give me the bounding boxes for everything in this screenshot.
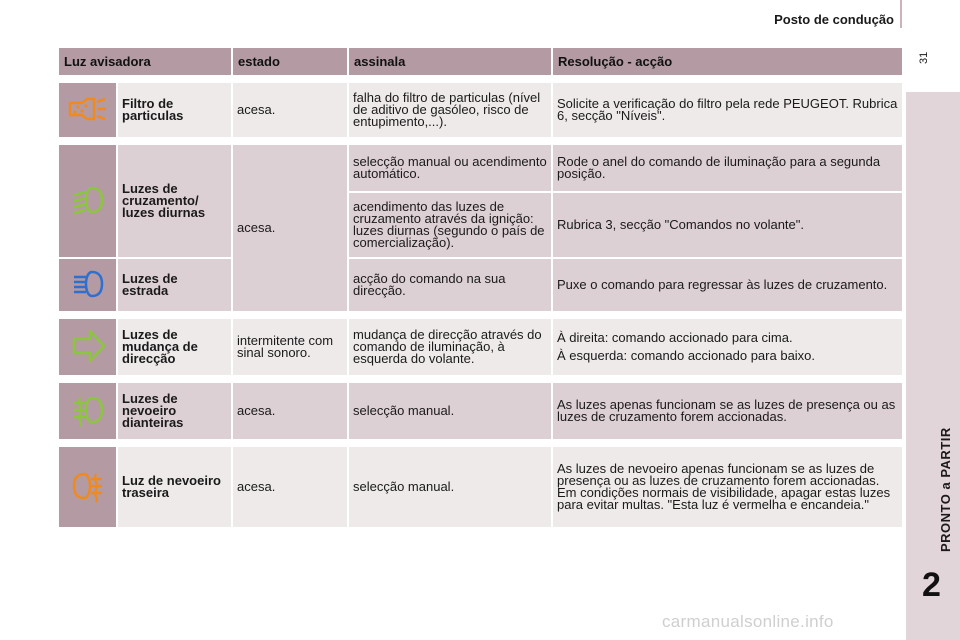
header-divider	[900, 0, 902, 28]
signals-cell: selecção manual.	[348, 446, 552, 528]
warning-lights-table	[57, 46, 904, 529]
table-row	[58, 382, 903, 440]
particle-filter-warning-icon	[66, 87, 110, 131]
state-cell: acesa.	[232, 446, 348, 528]
table-row	[58, 318, 903, 376]
page-header-title: Posto de condução	[774, 12, 894, 27]
resolution-cell: Rode o anel do comando de iluminação para a segunda posição.	[552, 144, 903, 192]
chapter-tab-label: PRONTO a PARTIR	[938, 427, 953, 552]
resolution-cell: Puxe o comando para regressar às luzes de cruzamento.	[552, 258, 903, 312]
warning-light-name: Luzes de estrada	[117, 258, 232, 312]
table-row	[58, 258, 903, 312]
chapter-number: 2	[922, 566, 941, 604]
table-row	[58, 144, 903, 192]
column-header-state: estado	[232, 47, 348, 76]
rear-fog-lamp-icon	[66, 464, 110, 508]
icon-cell	[58, 318, 117, 376]
icon-cell	[58, 382, 117, 440]
icon-cell	[58, 144, 117, 258]
front-fog-lamp-icon	[66, 388, 110, 432]
icon-cell	[58, 258, 117, 312]
icon-cell	[58, 82, 117, 138]
column-header-resolution: Resolução - acção	[552, 47, 903, 76]
chapter-side-tab	[906, 92, 960, 640]
signals-cell: falha do filtro de particulas (nível de aditivo de gasóleo, risco de entupimento,...).	[348, 82, 552, 138]
direction-indicator-icon	[66, 324, 110, 368]
resolution-line: À esquerda: comando accionado para baixo.	[557, 348, 816, 363]
dipped-beam-icon	[66, 178, 110, 222]
warning-light-name: Luzes de mudança de direcção	[117, 318, 232, 376]
resolution-cell: As luzes de nevoeiro apenas funcionam se as luzes de presença ou as luzes de cruzamento forem accionadas. Em condições normais de visibilidade, apagar estas luzes para evitar multas. "Esta luz é vermelha e encandeia."	[552, 446, 903, 528]
resolution-cell	[552, 318, 903, 376]
resolution-cell: Rubrica 3, secção "Comandos no volante".	[552, 192, 903, 258]
state-cell: acesa.	[232, 82, 348, 138]
watermark-text: carmanualsonline.info	[662, 612, 834, 631]
signals-cell: selecção manual.	[348, 382, 552, 440]
state-cell: acesa.	[232, 382, 348, 440]
column-header-signals: assinala	[348, 47, 552, 76]
table-row	[58, 82, 903, 138]
warning-light-name: Filtro de particulas	[117, 82, 232, 138]
signals-cell: acendimento das luzes de cruzamento através da ignição: luzes diurnas (segundo o país de comercialização).	[348, 192, 552, 258]
table-row	[58, 446, 903, 528]
warning-light-name: Luzes de cruzamento/ luzes diurnas	[117, 144, 232, 258]
table-header-row	[58, 47, 903, 76]
warning-light-name: Luzes de nevoeiro dianteiras	[117, 382, 232, 440]
page-number: 31	[918, 51, 930, 64]
column-header-warning-light: Luz avisadora	[58, 47, 232, 76]
main-beam-icon	[66, 262, 110, 306]
resolution-cell: Solicite a verificação do filtro pela rede PEUGEOT. Rubrica 6, secção "Níveis".	[552, 82, 903, 138]
resolution-line: À direita: comando accionado para cima.	[557, 330, 793, 345]
icon-cell	[58, 446, 117, 528]
resolution-cell: As luzes apenas funcionam se as luzes de presença ou as luzes de cruzamento forem accionadas.	[552, 382, 903, 440]
state-cell: intermitente com sinal sonoro.	[232, 318, 348, 376]
warning-light-name: Luz de nevoeiro traseira	[117, 446, 232, 528]
signals-cell: acção do comando na sua direcção.	[348, 258, 552, 312]
signals-cell: mudança de direcção através do comando de iluminação, à esquerda do volante.	[348, 318, 552, 376]
signals-cell: selecção manual ou acendimento automático.	[348, 144, 552, 192]
state-cell: acesa.	[232, 144, 348, 312]
